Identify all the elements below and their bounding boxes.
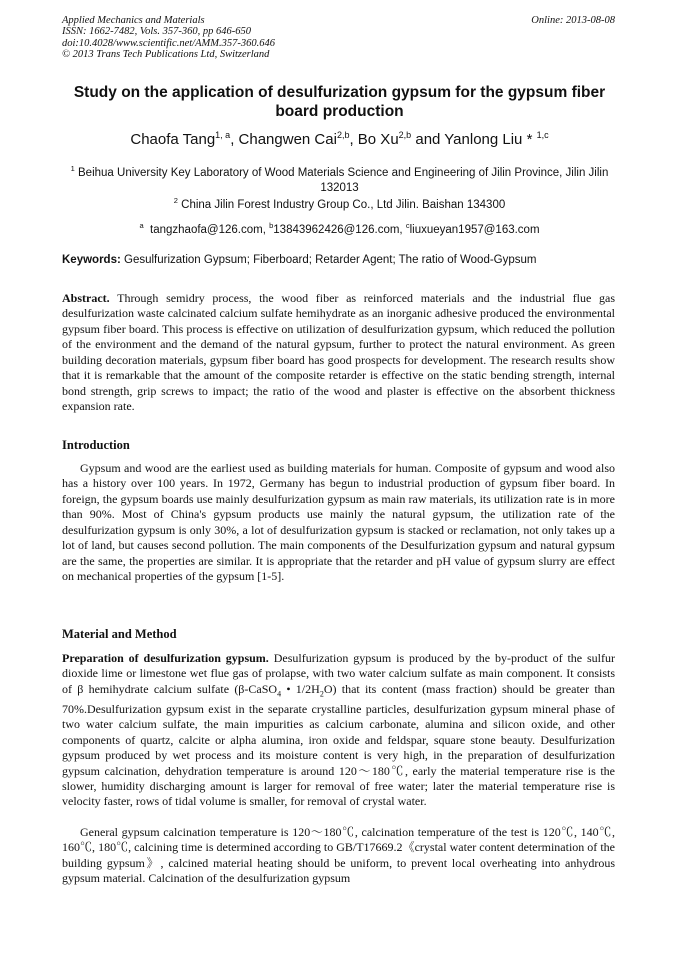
affiliation-mark: 1 bbox=[70, 164, 75, 173]
author-affiliation-mark: 1,c bbox=[536, 130, 549, 140]
abstract-label: Abstract. bbox=[62, 291, 110, 305]
author-affiliation-mark: 2,b bbox=[398, 130, 412, 140]
email-link[interactable]: 13843962426@126.com, bbox=[273, 224, 403, 236]
affiliation-text: China Jilin Forest Industry Group Co., Ltd Jilin. Baishan 134300 bbox=[181, 199, 506, 211]
subscript: 4 bbox=[277, 689, 282, 699]
online-date: Online: 2013-08-08 bbox=[531, 15, 615, 26]
intro-paragraph: Gypsum and wood are the earliest used as building materials for human. Composite of gypsum and wood also has a history over 100 years. In 1972, Germany has begun to industrial production of gypsum fiber board. In foreign, the gypsum boards use mainly desulfurization gypsum as main raw materials, its utilization rate is in more than 90%. Most of China's gypsum products use mainly the natural gypsum, the utilization rate of the desulfurization gypsum is only 30%, a lot of desulfurization gypsum is stacked or reclamation, not only takes up a lot of land, but causes second pollution. The main components of the Desulfurization gypsum and natural gypsum are the same, the properties are similar. It is appropriate that the retarder and pH value of gypsum slurry are effect on mechanical properties of the gypsum [1-5]. bbox=[62, 461, 615, 584]
affiliation-text: Beihua University Key Laboratory of Wood Materials Science and Engineering of Jilin Province, Jilin Jilin 132013 bbox=[78, 167, 609, 194]
preparation-text: Desulfurization gypsum is produced by the by-product of the sulfur dioxide lime or limestone wet flue gas of prolapse, with two water calcium sulfate as main component. It consists of β hemihydrate calcium sulfate (β-CaSO bbox=[62, 651, 616, 696]
affiliation-mark: 2 bbox=[173, 196, 178, 205]
author-affiliation-mark: 2,b bbox=[336, 130, 350, 140]
journal-header bbox=[62, 15, 392, 61]
author-separator: , bbox=[349, 131, 358, 148]
email-mark: b bbox=[269, 221, 274, 230]
preparation-label: Preparation of desulfurization gypsum. bbox=[62, 651, 269, 665]
author-name: Yanlong Liu bbox=[444, 131, 523, 148]
journal-name: Applied Mechanics and Materials bbox=[62, 15, 205, 26]
journal-issn: ISSN: 1662-7482, Vols. 357-360, pp 646-650 bbox=[62, 26, 251, 38]
preparation-paragraph bbox=[62, 651, 615, 810]
journal-copyright: © 2013 Trans Tech Publications Ltd, Switzerland bbox=[62, 49, 270, 61]
subscript: 2 bbox=[319, 689, 324, 699]
affiliation-2 bbox=[62, 193, 617, 213]
affiliation-1 bbox=[62, 161, 617, 196]
author-separator: and bbox=[411, 131, 445, 148]
author-name: Chaofa Tang bbox=[130, 131, 216, 148]
email-link[interactable]: tangzhaofa@126.com, bbox=[150, 224, 266, 236]
email-mark: c bbox=[405, 221, 410, 230]
keywords bbox=[62, 254, 617, 266]
paper-title: Study on the application of desulfurization gypsum for the gypsum fiber board production bbox=[73, 84, 606, 120]
keywords-label: Keywords: bbox=[62, 254, 121, 266]
journal-doi: doi:10.4028/www.scientific.net/AMM.357-360.646 bbox=[62, 37, 275, 49]
email-list bbox=[62, 218, 617, 238]
keywords-text: Gesulfurization Gypsum; Fiberboard; Retarder Agent; The ratio of Wood-Gypsum bbox=[124, 254, 537, 266]
email-link[interactable]: liuxueyan1957@163.com bbox=[409, 224, 540, 236]
email-mark: a bbox=[139, 221, 144, 230]
material-method-heading: Material and Method bbox=[62, 627, 177, 641]
author-name: Changwen Cai bbox=[238, 131, 337, 148]
preparation-text: • 1/2H bbox=[281, 681, 320, 696]
corresponding-mark: * bbox=[522, 131, 533, 148]
abstract-text: Through semidry process, the wood fiber as reinforced materials and the industrial flue gas desulfurization waste calcinated calcium sulfate hemihydrate as an inorganic adhesive produced the environmental gypsum fiber board. This process is effective on utilization of desulfurization gypsum, which reduced the pollution of the environment and the demand of the natural gypsum, further to protect the natural environment. As green building decoration materials, gypsum fiber board has good prospects for development. The research results show that it is remarkable that the amount of the composite retarder is effective on the static bending strength, internal bond strength, grip screws to impact; the ratio of the wood and plaster is effective on the absorbent thickness expansion rate. bbox=[62, 291, 615, 414]
intro-heading: Introduction bbox=[62, 438, 130, 452]
author-list bbox=[62, 130, 617, 148]
author-affiliation-mark: 1, a bbox=[215, 130, 231, 140]
preparation-text: O) that its content (mass fraction) should be greater than 70%.Desulfurization gypsum exist in the separate crystalline particles, desulfurization gypsum mineral phase of two water calcium sulfate, the main impurities as calcium carbonate, alumina and silicon oxide, and other components of quartz, calcite or alpha alumina, iron oxide and feldspar, square stone beauty. Desulfurization gypsum produced by wet process and its moisture content is very high, in the preparation of desulfurization gypsum calcination, dehydration temperature is around 120～180℃, early the material temperature rise is the slower, humidity discharging amount is larger for removal of free water; later the material temperature rise is velocity faster, rows of tidal volume is smaller, for removal of crystal water. bbox=[62, 681, 616, 809]
author-name: Bo Xu bbox=[357, 131, 399, 148]
abstract bbox=[62, 291, 615, 415]
calcination-paragraph: General gypsum calcination temperature is 120～180℃, calcination temperature of the test is 120℃, 140℃, 160℃, 180℃, calcining time is determined according to GB/T17669.2《crystal water content determination of the building gypsum》, calcined material heating should be uniform, to prevent local overheating into anhydrous gypsum material. Calcination of the desulfurization gypsum bbox=[62, 825, 615, 886]
author-separator: , bbox=[230, 131, 239, 148]
